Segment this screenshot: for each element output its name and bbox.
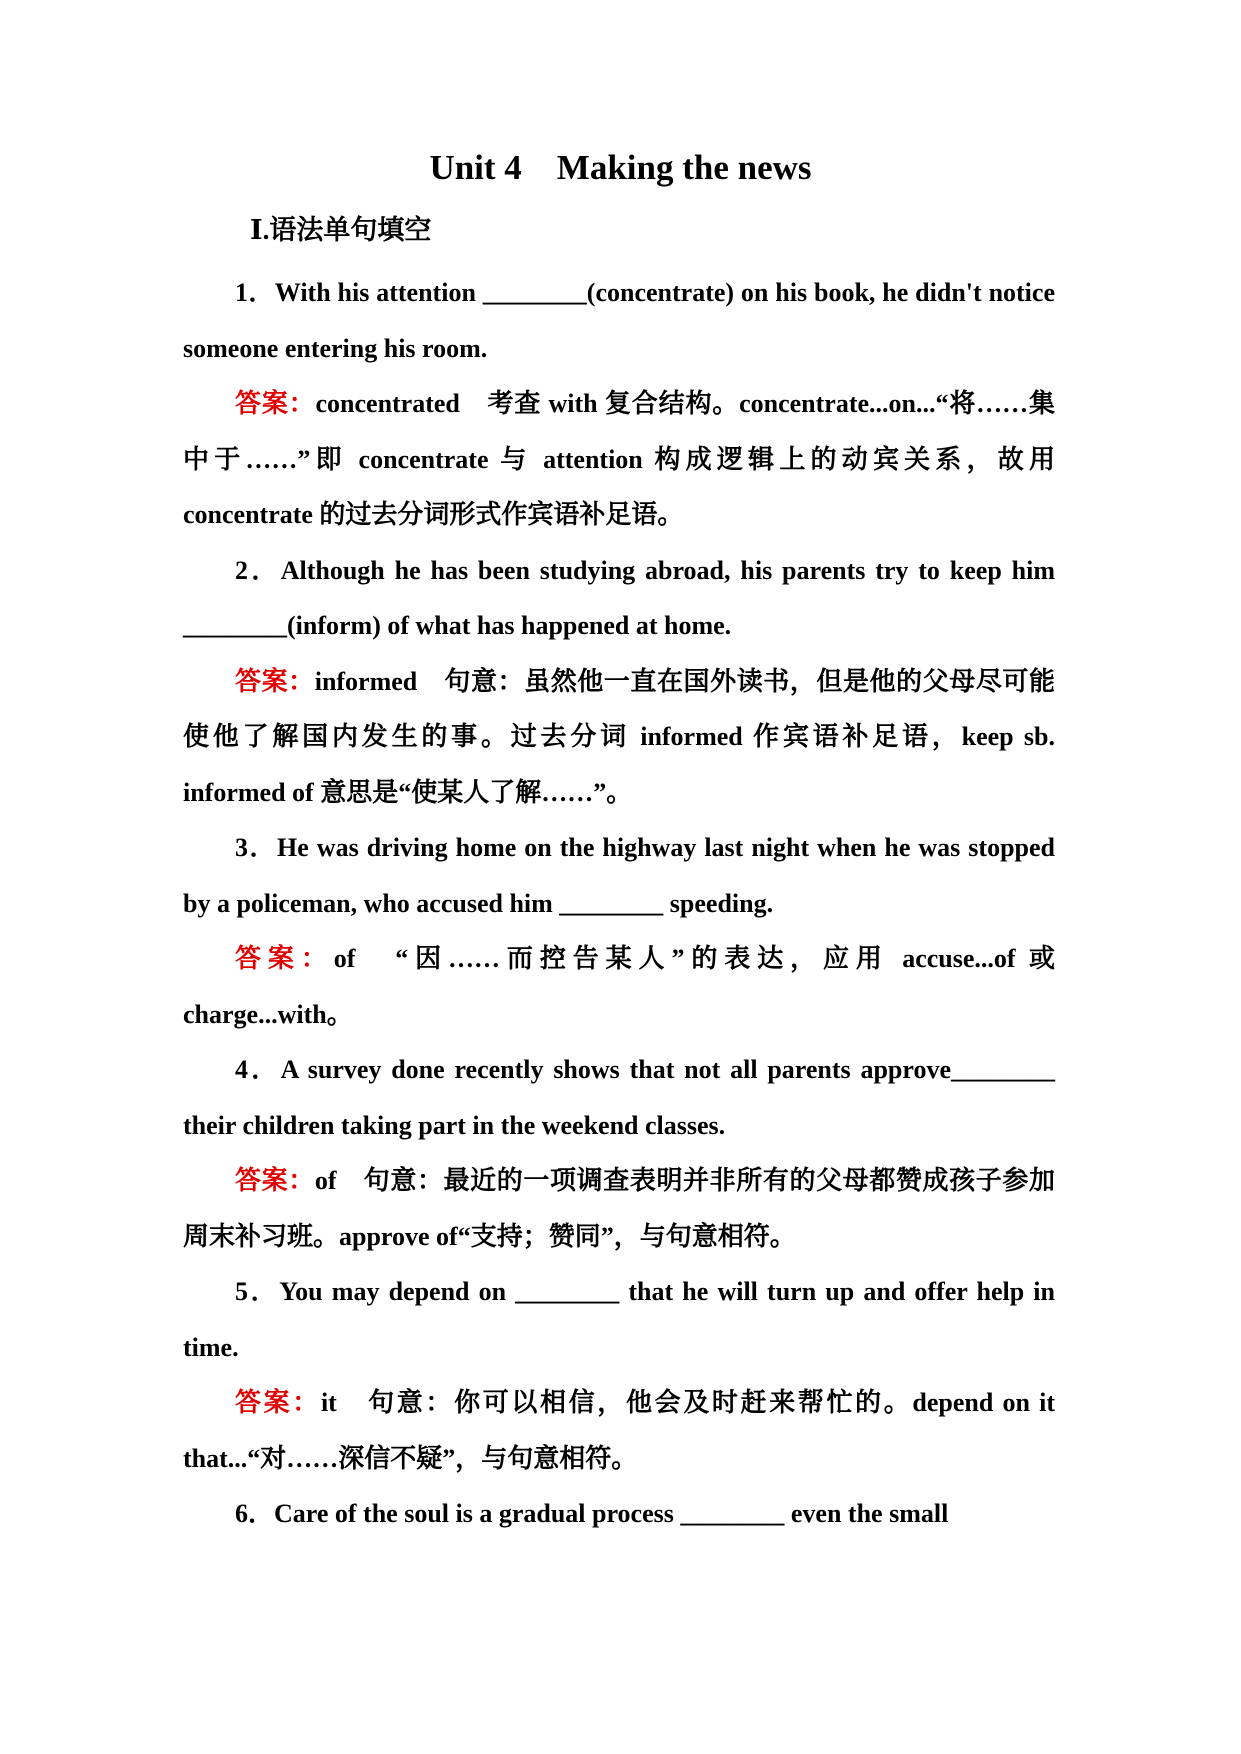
section-heading: Ⅰ.语法单句填空: [250, 215, 432, 245]
question-5: 5．You may depend on ________ that he will turn up and offer help in time.: [183, 1277, 1055, 1362]
answer-label: 答案：: [235, 389, 316, 418]
answer-4: [183, 1153, 1055, 1264]
answer-label: 答案：: [235, 1388, 321, 1417]
answer-2: [183, 654, 1055, 821]
question-4: 4．A survey done recently shows that not all parents approve________ their children taking part in the weekend classes.: [183, 1055, 1055, 1140]
question-1: 1．With his attention ________(concentrate) on his book, he didn't notice someone entering his room.: [183, 278, 1055, 363]
answer-label: 答案：: [235, 944, 334, 973]
answer-label: 答案：: [235, 666, 315, 696]
answer-5: [183, 1375, 1055, 1486]
exercise-list: [183, 265, 1055, 1542]
answer-text: concentrated 考查 with 复合结构。concentrate...on...“将……集中于……”即 concentrate 与 attention 构成逻辑上的动宾关系，故用 concentrate 的过去分词形式作宾语补足语。: [183, 389, 1055, 529]
question-2: 2．Although he has been studying abroad, his parents try to keep him ________(inform) of what has happened at home.: [183, 555, 1055, 640]
answer-text: it 句意：你可以相信，他会及时赶来帮忙的。depend on it that...“对……深信不疑”，与句意相符。: [183, 1388, 1055, 1473]
question-6: 6．Care of the soul is a gradual process ________ even the small: [235, 1499, 949, 1528]
answer-text: of 句意：最近的一项调查表明并非所有的父母都赞成孩子参加周末补习班。approve of“支持；赞同”，与句意相符。: [183, 1166, 1055, 1251]
answer-1: [183, 376, 1055, 543]
answer-text: of “因……而控告某人”的表达，应用 accuse...of 或 charge...with。: [183, 944, 1055, 1029]
answer-3: [183, 931, 1055, 1042]
question-3: 3．He was driving home on the highway last night when he was stopped by a policeman, who accused him ________ speeding.: [183, 833, 1055, 918]
answer-text: informed 句意：虽然他一直在国外读书，但是他的父母尽可能使他了解国内发生的事。过去分词 informed 作宾语补足语，keep sb. informed of 意思是“使某人了解……”。: [183, 666, 1055, 807]
answer-label: 答案：: [235, 1166, 315, 1195]
page-title: Unit 4 Making the news: [429, 148, 812, 187]
